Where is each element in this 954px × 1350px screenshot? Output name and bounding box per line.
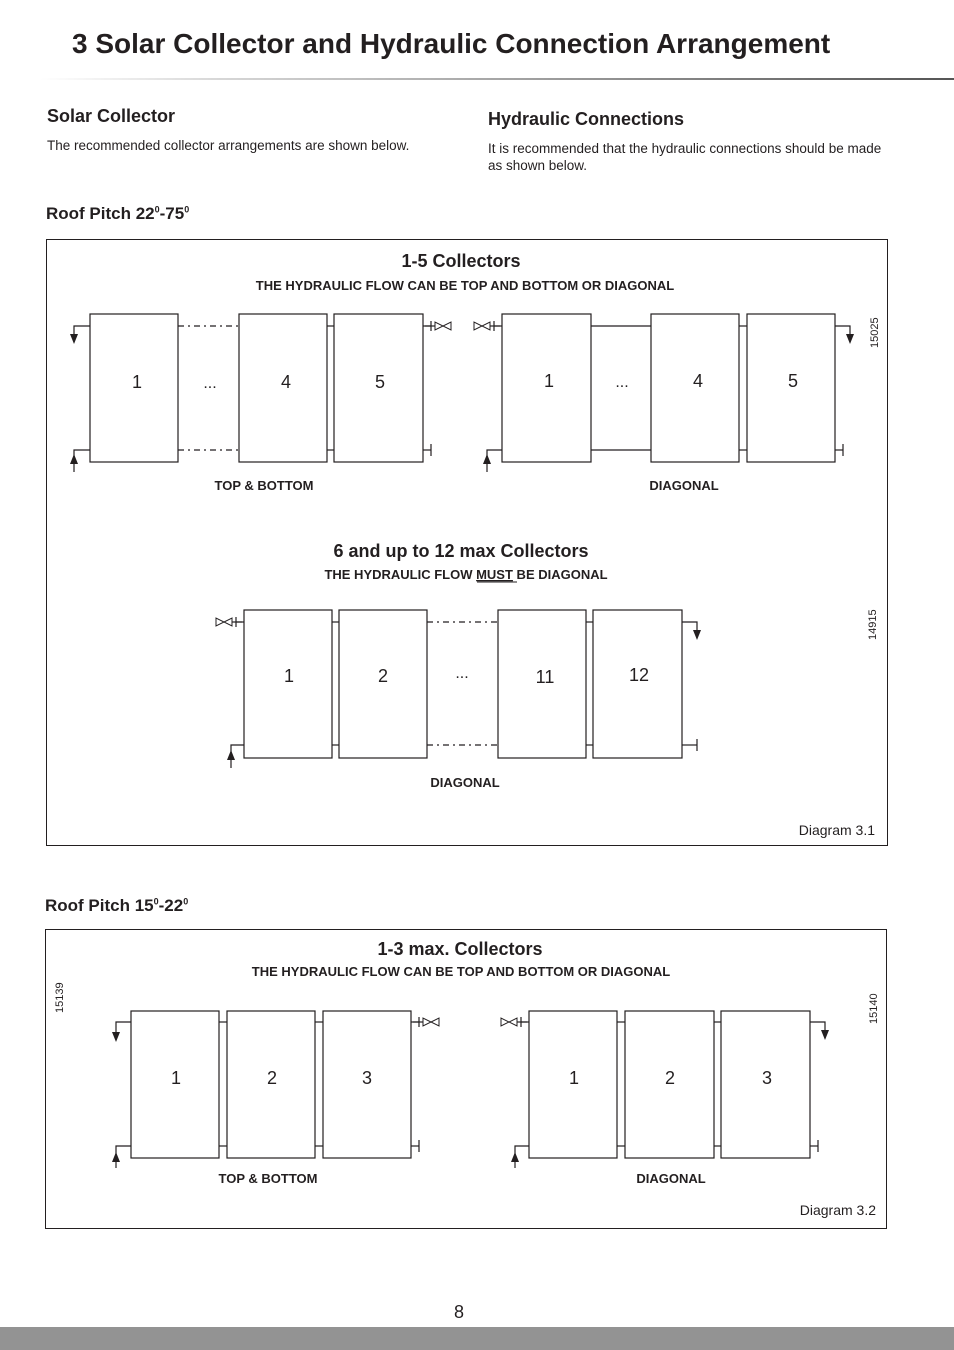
diagonal-label-1: DIAGONAL — [649, 478, 719, 493]
panel-b-4: 4 — [692, 371, 704, 391]
panel-e-3: 3 — [761, 1068, 773, 1088]
solar-collector-text: The recommended collector arrangements are shown below. — [47, 138, 410, 153]
panel-e-1: 1 — [568, 1068, 580, 1088]
panel-d-3: 3 — [361, 1068, 373, 1088]
hydraulic-heading: Hydraulic Connections — [488, 109, 685, 129]
sec2-subtitle: THE HYDRAULIC FLOW MUST BE DIAGONAL — [324, 567, 608, 582]
panel-e-2: 2 — [664, 1068, 676, 1088]
diagonal-label-2: DIAGONAL — [430, 775, 500, 790]
sec1-subtitle: THE HYDRAULIC FLOW CAN BE TOP AND BOTTOM OR DIAGONAL — [255, 278, 675, 293]
ellipsis-b: ... — [615, 374, 629, 391]
code-15140: 15140 — [868, 993, 880, 1024]
panel-c-2: 2 — [377, 666, 389, 686]
panel-c-11: 11 — [535, 667, 555, 687]
panel-b-5: 5 — [787, 371, 799, 391]
panel-d-1: 1 — [170, 1068, 182, 1088]
ellipsis-c: ... — [455, 665, 469, 682]
top-bottom-label-2: TOP & BOTTOM — [218, 1171, 318, 1186]
panel-c-1: 1 — [283, 666, 295, 686]
panel-a-5: 5 — [374, 372, 386, 392]
code-14915: 14915 — [867, 609, 879, 640]
code-15025: 15025 — [869, 317, 881, 348]
panel-a-1: 1 — [131, 372, 143, 392]
roof-pitch-1-heading: Roof Pitch $22^0-75^0$ — [46, 204, 190, 223]
page-number: 8 — [453, 1302, 464, 1322]
diagonal-label-3: DIAGONAL — [636, 1171, 706, 1186]
sec1-title: 1-5 Collectors — [401, 251, 521, 271]
ellipsis-a: ... — [203, 375, 217, 392]
diagram-3-2-caption: Diagram 3.2 — [799, 1202, 876, 1218]
d2-title: 1-3 max. Collectors — [377, 939, 543, 959]
footer-bar — [0, 1327, 954, 1350]
diagram-3-1-caption: Diagram 3.1 — [798, 822, 875, 838]
panel-b-1: 1 — [543, 371, 555, 391]
page-title: 3 Solar Collector and Hydraulic Connection Arrangement — [72, 28, 831, 59]
hydraulic-text: It is recommended that the hydraulic connections should be made as shown below. — [488, 141, 882, 173]
solar-collector-heading: Solar Collector — [47, 106, 176, 126]
roof-pitch-2-heading: Roof Pitch $15^0-22^0$ — [45, 896, 189, 915]
panel-d-2: 2 — [266, 1068, 278, 1088]
sec2-title: 6 and up to 12 max Collectors — [333, 541, 589, 561]
top-bottom-label-1: TOP & BOTTOM — [214, 478, 314, 493]
panel-c-12: 12 — [628, 665, 650, 685]
code-15139: 15139 — [54, 982, 66, 1013]
panel-a-4: 4 — [280, 372, 292, 392]
d2-subtitle: THE HYDRAULIC FLOW CAN BE TOP AND BOTTOM OR DIAGONAL — [251, 964, 671, 979]
